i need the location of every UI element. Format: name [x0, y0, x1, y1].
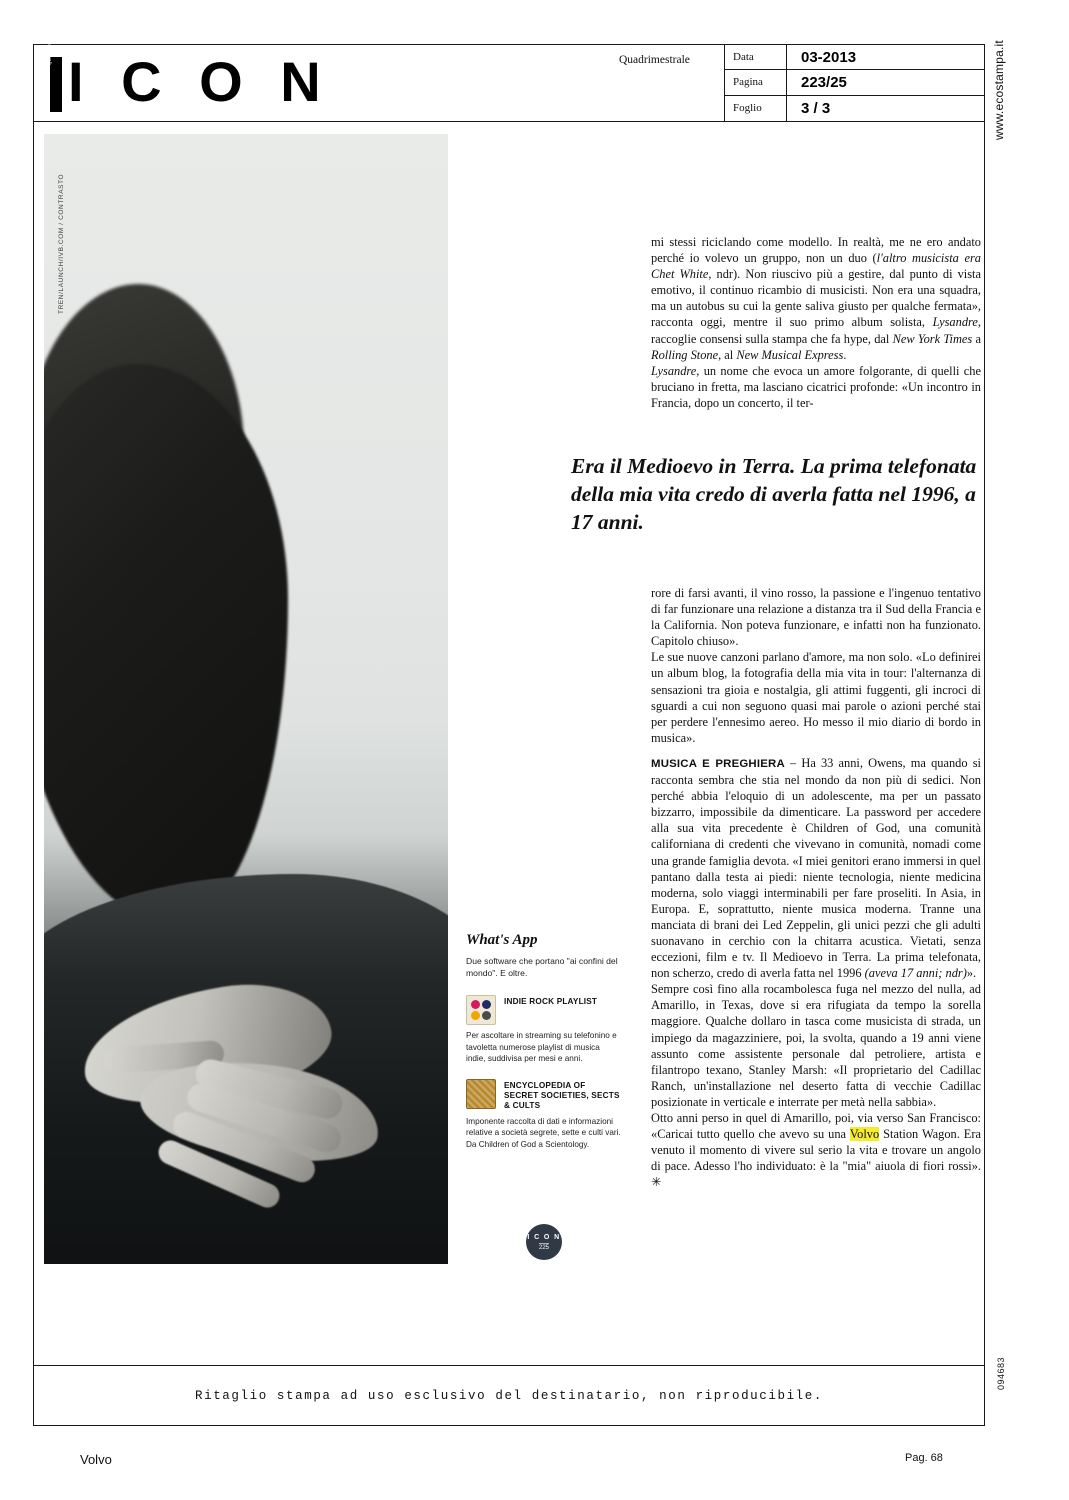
whats-app-item-body: Per ascoltare in streaming su telefonino e tavoletta numerose playlist di musica indie, suddivisa per mesi e anni.	[466, 1031, 617, 1063]
paragraph-post: Station Wagon. Era venuto il momento di vivere sul serio la vita e trovare un angolo di pace. Adesso l'ho individuato: è la "mia" aiuola di fiori rossi». ✳	[651, 1127, 981, 1190]
whats-app-item-head	[466, 1079, 621, 1111]
masthead-bar	[47, 19, 62, 112]
meta-row	[725, 70, 984, 95]
icon-page-badge	[526, 1224, 562, 1260]
section-lead: – Ha 33 anni, Owens, ma quando si racconta sembra che stia nel mondo da non più di sedici. Non perché abbia l'eloquio di un adolescente, ma per un passato bizzarro, impossibile da dimenticare. La password per accedere alla sua vita precedente è Children of God, una comunità californiana di credenti che vivevano in comunità, nomadi come una grande famiglia devota. «I miei genitori erano immersi in quel pantano dalla testa ai piedi: niente tecnologia, niente medicina moderna, solo viaggi interminabili per fare proseliti. In Asia, in Europa. E, soprattutto, niente musica moderna. Tranne una manciata di brani dei Led Zeppelin, gli unici pezzi che gli adulti suonavano in cerchio con la chitarra acustica. Vietati, senza eccezioni, film e tv. Il Medioevo in Terra. La prima telefonata, non scherzo, credo di averla fatta nel 1996	[651, 755, 981, 981]
periodicity-label: Quadrimestrale	[619, 54, 690, 66]
indie-rock-playlist-icon	[466, 995, 496, 1025]
meta-value-pagina: 223/25	[801, 73, 847, 91]
section-heading: MUSICA E PREGHIERA	[651, 757, 785, 770]
photo-hair	[44, 364, 288, 924]
paragraph: Lysandre, un nome che evoca un amore folgorante, di quelli che bruciano in fretta, ma lasciano cicatrici profonde: «Un incontro in Francia, dopo un concerto, il ter-	[651, 363, 981, 410]
meta-label-pagina: Pagina	[725, 70, 787, 94]
whats-app-item-head	[466, 995, 621, 1025]
masthead-bar-label: QUADRIMESTRALE	[47, 19, 52, 65]
whats-app-item	[466, 995, 621, 1065]
whats-app-item-title: ENCYCLOPEDIA OF SECRET SOCIETIES, SECTS & CULTS	[504, 1080, 620, 1110]
whats-app-title: What's App	[466, 932, 538, 948]
meta-label-foglio: Foglio	[725, 96, 787, 121]
meta-row	[725, 96, 984, 121]
paragraph: Le sue nuove canzoni parlano d'amore, ma non solo. «Lo definirei un album blog, la fotografia della mia vita in tour: l'alternanza di sensazioni tra gioia e nostalgia, gli attimi fuggenti, gli incroci di sguardi a cui non seguono quasi mai parole o azioni perché stai per perdere l'ennesimo aereo. Ho messo il mio diario di bordo in musica».	[651, 650, 981, 745]
whats-app-item-title: INDIE ROCK PLAYLIST	[504, 997, 598, 1006]
icon-badge-logo: I C O N	[527, 1233, 561, 1241]
paragraph: mi stessi riciclando come modello. In realtà, me ne ero andato perché io volevo un gruppo, non un duo (l'altro musicista era Chet White, ndr). Non riuscivo più a gestire, dal punto di vista emotivo, il continuo ricambio di musicisti. Non era una squadra, ma un autobus su cui la gente saliva giusto per qualche fermata», racconta oggi, mentre il suo primo album solista, Lysandre, raccoglie consensi sulla stampa che fa hype, dal New York Times a Rolling Stone, al New Musical Express.	[651, 235, 981, 362]
paragraph-pre: Otto anni perso in quel di Amarillo, poi, via verso San Francisco: «Caricai tutto quello che avevo su una	[651, 1111, 981, 1142]
clipping-header	[34, 19, 984, 122]
paragraph-section	[651, 755, 981, 981]
article-column-two	[651, 585, 981, 1190]
section-lead-italic: (aveva 17 anni; ndr)	[864, 966, 967, 981]
magazine-title: I C O N	[68, 50, 332, 113]
whats-app-item-body: Imponente raccolta di dati e informazioni relative a società segrete, sette e culti vari. Da Children of God a Scientology.	[466, 1116, 621, 1149]
meta-value-data: 03-2013	[801, 48, 857, 66]
highlight-volvo: Volvo	[849, 1127, 880, 1142]
clipping-meta-table	[724, 45, 984, 121]
meta-row	[725, 45, 984, 70]
footer-page-number: Pag. 68	[905, 1452, 943, 1464]
icon-badge-page: 225	[538, 1244, 549, 1251]
clipping-code: 094683	[996, 1356, 1006, 1390]
ecostampa-url: www.ecostampa.it	[992, 40, 1006, 140]
whats-app-item	[466, 1079, 621, 1151]
section-lead-after: ».	[966, 966, 977, 981]
article-photo	[44, 134, 448, 1264]
whats-app-subtitle: Due software che portano "ai confini del mondo". E oltre.	[466, 956, 618, 978]
paragraph: Sempre così fino alla rocambolesca fuga nel mezzo del nulla, ad Amarillo, in Texas, dove si era rifugiata da tempo la sorella maggiore. Qualche dollaro in tasca come musicista di strada, un impiego da magazziniere, poi, la svolta, quando a 19 anni viene assunto come assistente personale dal petroliere, artista e filantropo texano, Stanley Marsh: «Il proprietario del Cadillac Ranch, un'installazione nel deserto fatta di vecchie Cadillac posizionate in verticale e interrate per metà nella sabbia».	[651, 982, 981, 1109]
pull-quote: Era il Medioevo in Terra. La prima telefonata della mia vita credo di averla fatta nel 1996, a 17 anni.	[571, 454, 977, 534]
encyclopedia-icon	[466, 1079, 496, 1109]
meta-label-data: Data	[725, 45, 787, 69]
meta-value-foglio: 3 / 3	[801, 99, 831, 117]
footer-brand: Volvo	[80, 1452, 112, 1467]
clipping-footer	[34, 1365, 984, 1426]
paragraph: rore di farsi avanti, il vino rosso, la passione e l'ingenuo tentativo di far funzionare una relazione a distanza tra il Sud della Francia e la California. Non poteva funzionare, e infatti non ha funzionato. Capitolo chiuso».	[651, 586, 981, 649]
photo-credit: TREN/LAUNCH/IVB.COM / CONTRASTO	[58, 173, 65, 314]
whats-app-box	[466, 932, 621, 1164]
magazine-masthead	[47, 19, 332, 113]
article-column-one	[651, 234, 981, 411]
footer-notice: Ritaglio stampa ad uso esclusivo del destinatario, non riproducibile.	[195, 1389, 823, 1403]
paragraph-highlighted	[651, 1110, 981, 1190]
article-scan	[34, 122, 984, 1365]
